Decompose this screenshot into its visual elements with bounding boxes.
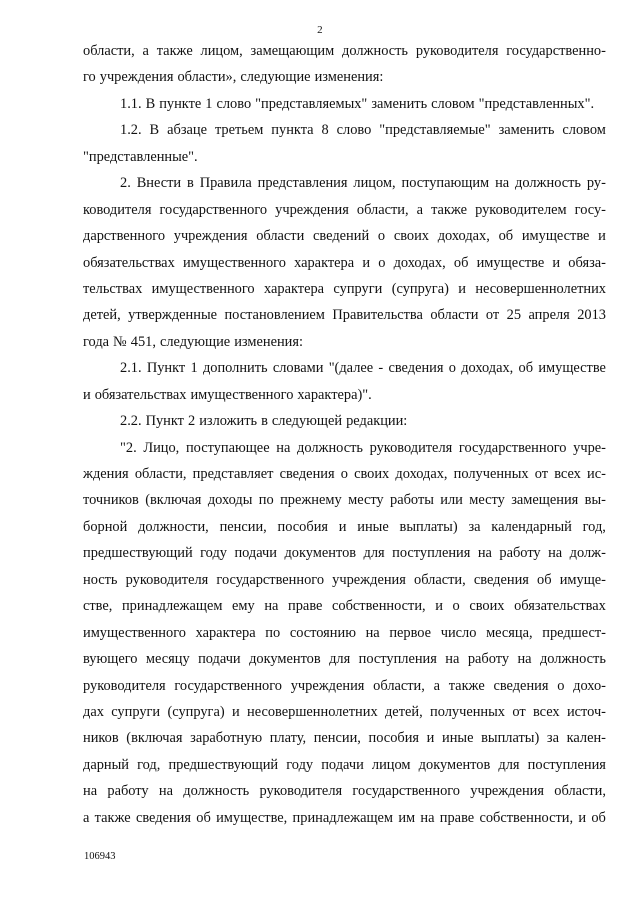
text-line: ководителя государственного учреждения области, а также руководителем госу- [83,201,606,218]
text-line: года № 451, следующие изменения: [83,333,303,350]
text-line: стве, принадлежащем ему на праве собственности, и о своих обязательствах [83,598,606,615]
text-line: ность руководителя государственного учреждения области, сведения об имуще- [83,571,606,588]
text-line: 1.1. В пункте 1 слово "представляемых" заменить словом "представленных". [120,95,595,112]
text-line: дарственного учреждения области сведений о своих доходах, об имуществе и [83,228,606,245]
text-line: на работу на должность руководителя государственного учреждения области, [83,783,606,800]
text-line: и обязательствах имущественного характера)". [83,386,372,403]
text-line: детей, утвержденные постановлением Правительства области от 25 апреля 2013 [83,307,606,324]
text-line: дарный год, предшествующий году подачи лицом документов для поступления [83,756,606,773]
document-body [83,38,606,831]
text-line: 1.2. В абзаце третьем пункта 8 слово "представляемые" заменить словом [120,122,606,139]
document-code: 106943 [84,851,116,862]
text-line: имущественного характера по состоянию на первое число месяца, предшест- [83,624,606,641]
text-line: предшествующий году подачи документов для поступления на работу на долж- [83,545,606,562]
text-line: 2.2. Пункт 2 изложить в следующей редакции: [120,413,408,430]
text-line: го учреждения области», следующие изменения: [83,69,384,86]
text-line: области, а также лицом, замещающим должность руководителя государственно- [83,43,606,59]
text-line: вующего месяцу подачи документов для поступления на работу на должность [83,651,606,668]
text-line: "представленные". [83,148,198,165]
text-line: обязательствах имущественного характера и о доходах, об имуществе и обяза- [83,254,606,271]
text-line: ждения области, представляет сведения о своих доходах, полученных от всех ис- [83,466,606,482]
text-line: а также сведения об имуществе, принадлежащем им на праве собственности, и об [83,809,606,826]
text-line: ников (включая заработную плату, пенсии, пособия и иные выплаты) за кален- [83,730,606,747]
text-line: тельствах имущественного характера супруги (супруга) и несовершеннолетних [83,280,606,297]
text-line: борной должности, пенсии, пособия и иные выплаты) за календарный год, [83,518,606,535]
text-line: точников (включая доходы по прежнему месту работы или месту замещения вы- [83,492,606,509]
text-line: 2.1. Пункт 1 дополнить словами "(далее - сведения о доходах, об имуществе [120,360,606,377]
text-line: дах супруги (супруга) и несовершеннолетних детей, полученных от всех источ- [83,703,606,720]
text-line: руководителя государственного учреждения области, а также сведения о дохо- [83,677,606,694]
page-number: 2 [317,24,323,36]
text-line: 2. Внести в Правила представления лицом, поступающим на должность ру- [120,175,606,192]
text-line: "2. Лицо, поступающее на должность руководителя государственного учре- [120,439,606,456]
